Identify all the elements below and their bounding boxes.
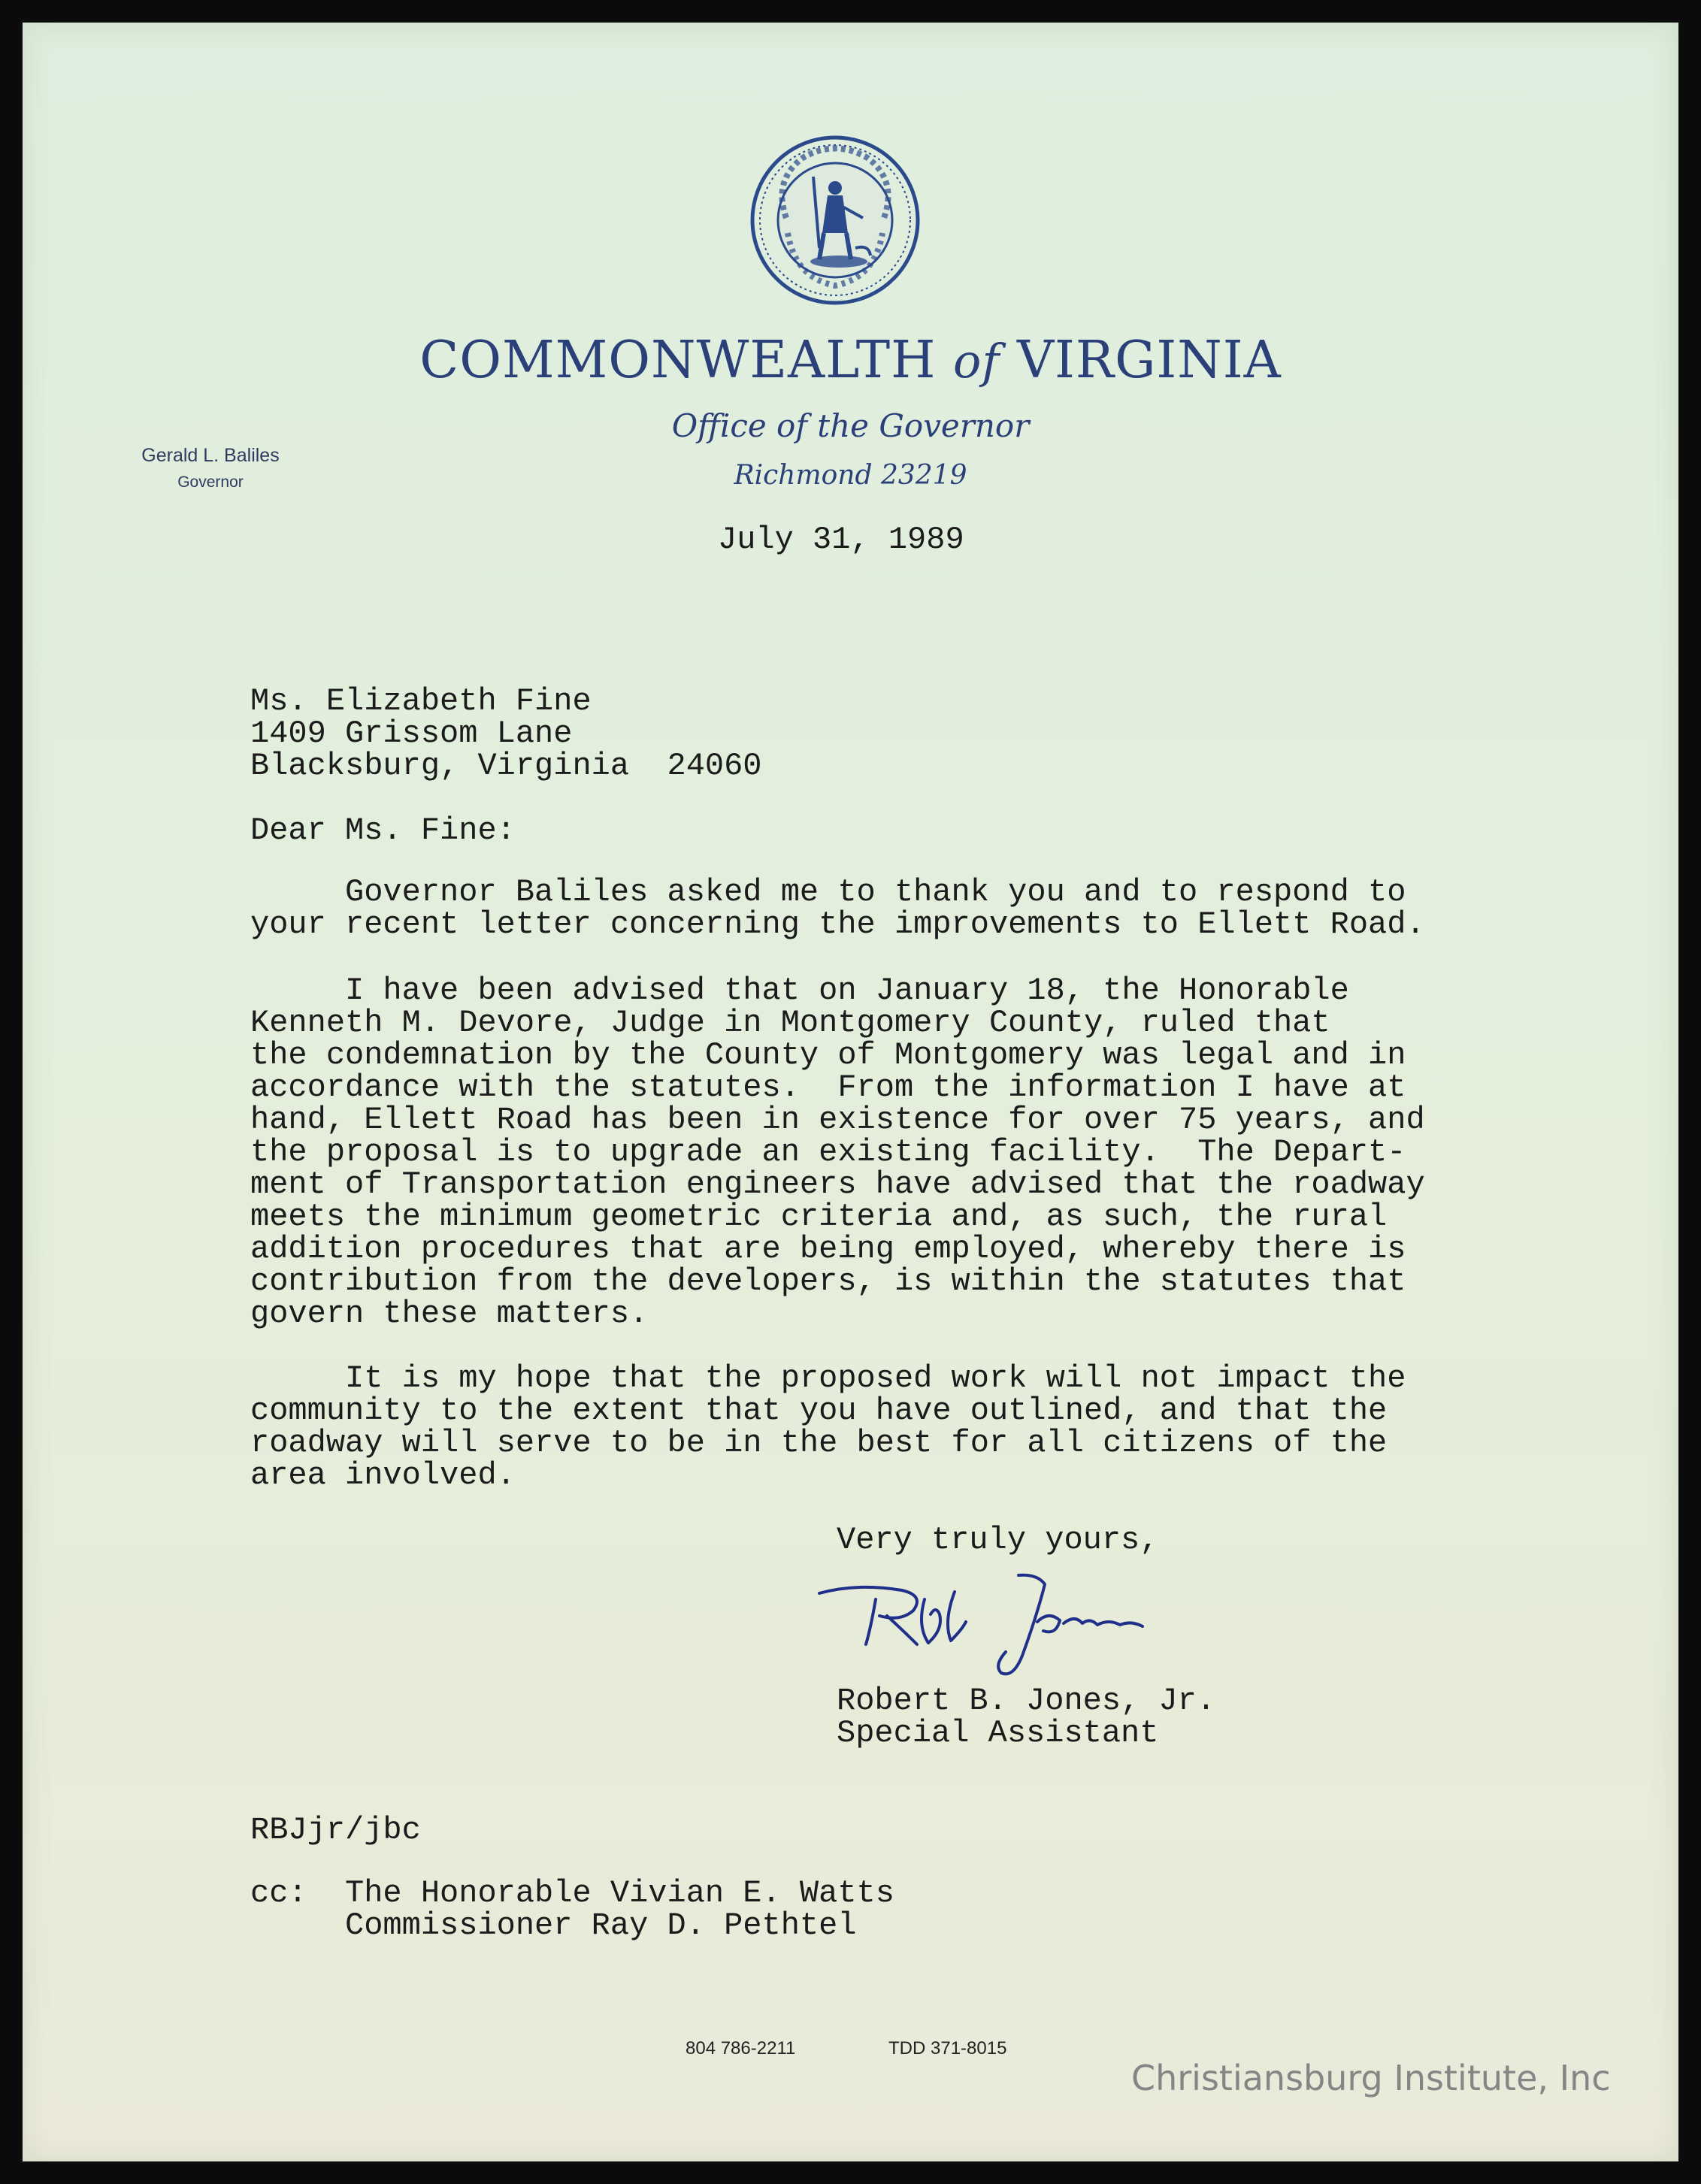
virginia-state-seal-icon — [750, 135, 920, 305]
handwritten-signature-icon — [812, 1569, 1173, 1682]
signer-name: Robert B. Jones, Jr. — [837, 1683, 1216, 1719]
office-name: Office of the Governor — [671, 407, 1030, 444]
body-paragraph-2: I have been advised that on January 18, the Honorable Kenneth M. Devore, Judge in Montgomery County, ruled that the condemnation by the County of Montgomery was legal and in accordance with the statutes. From the information I have at hand, Ellett Road has been in existence for over 75 years, and the proposal is to upgrade an existing facility. The Depart- ment of Transportation engineers have advised that the roadway meets the minimum geometric criteria and, as such, the rural addition procedures that are being employed, whereby there is contribution from the developers, is within the statutes that govern these matters. — [250, 973, 1425, 1332]
recipient-line-street: 1409 Grissom Lane — [250, 715, 573, 752]
title-commonwealth: COMMONWEALTH — [419, 331, 937, 390]
body-paragraph-1: Governor Baliles asked me to thank you and to respond to your recent letter concerning the improvements to Ellett Road. — [250, 874, 1425, 942]
title-of: of — [953, 334, 1000, 389]
governor-name: Gerald L. Baliles — [141, 445, 280, 466]
letterhead-title — [0, 331, 1701, 390]
recipient-line-name: Ms. Elizabeth Fine — [250, 683, 592, 719]
reference-initials: RBJjr/jbc — [250, 1812, 421, 1848]
closing: Very truly yours, — [837, 1522, 1159, 1558]
signer-title: Special Assistant — [837, 1715, 1159, 1751]
salutation: Dear Ms. Fine: — [250, 812, 516, 848]
governor-title: Governor — [177, 473, 244, 491]
body-paragraph-3: It is my hope that the proposed work will not impact the community to the extent that you have outlined, and that the roadway will serve to be in the best for all citizens of the area involved. — [250, 1360, 1406, 1493]
watermark: Christiansburg Institute, Inc — [1131, 2058, 1611, 2098]
footer-tdd: TDD 371-8015 — [888, 2038, 1007, 2058]
signer-block — [837, 1685, 1215, 1750]
footer-phone: 804 786-2211 — [686, 2038, 796, 2058]
cc-list: cc: The Honorable Vivian E. Watts Commissioner Ray D. Pethtel — [250, 1875, 894, 1944]
office-city: Richmond 23219 — [734, 460, 967, 491]
letter-date: July 31, 1989 — [718, 522, 964, 558]
recipient-address — [250, 685, 762, 782]
recipient-line-city: Blacksburg, Virginia 24060 — [250, 748, 762, 784]
title-state: VIRGINIA — [1016, 331, 1282, 390]
